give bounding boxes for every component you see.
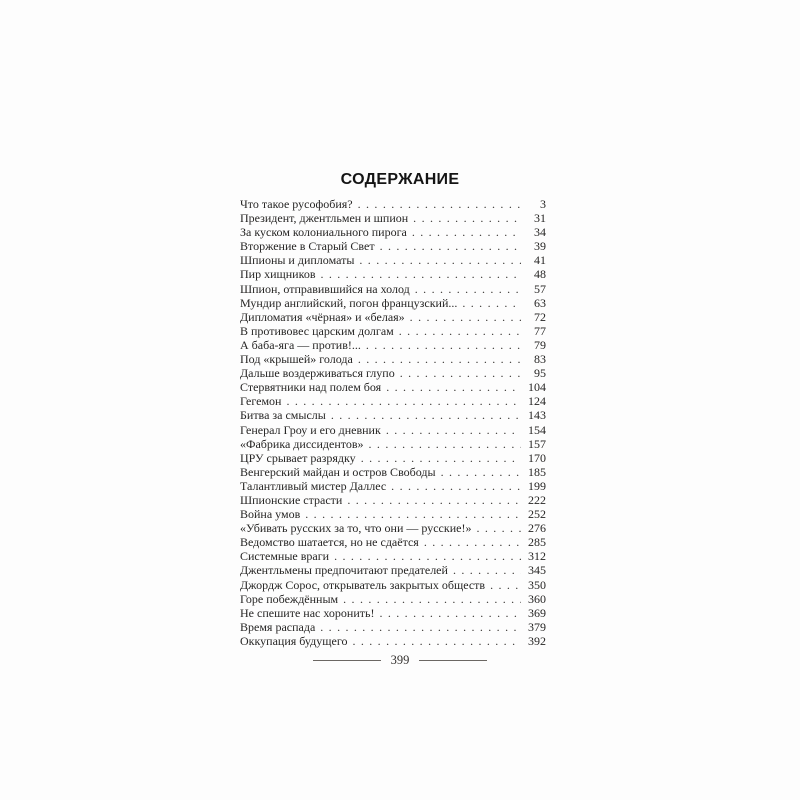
toc-entry-page: 79 [534,337,546,352]
toc-entry-title: Битва за смыслы [240,408,326,423]
toc-entry [240,437,546,451]
toc-entry-page: 369 [528,605,546,620]
toc-entry-title: Вторжение в Старый Свет [240,239,375,254]
toc-entry-page: 185 [528,464,546,479]
toc-leader-dots [352,634,521,648]
toc-leader-dots [424,535,521,549]
toc-leader-dots [359,253,521,267]
toc-entry [240,296,546,310]
toc-entry-title: ЦРУ срывает разрядку [240,450,356,465]
toc-entry [240,324,546,338]
toc-entry-title: Генерал Гроу и его дневник [240,422,381,437]
toc-entry [240,197,546,211]
toc-entry-title: Президент, джентльмен и шпион [240,211,409,226]
toc-leader-dots [391,479,521,493]
toc-entry [240,521,546,535]
toc-leader-dots [347,493,521,507]
toc-leader-dots [361,451,521,465]
toc-entry-title: Стервятники над полем боя [240,380,382,395]
toc-leader-dots [415,282,521,296]
toc-entry-title: Ведомство шатается, но не сдаётся [240,535,419,550]
toc-entry-title: Дипломатия «чёрная» и «белая» [240,309,405,324]
toc-leader-dots [320,620,521,634]
footer-left-rule [313,660,381,661]
toc-entry-page: 285 [528,535,546,550]
toc-entry [240,592,546,606]
toc-entry-page: 154 [528,422,546,437]
toc-leader-dots [358,352,521,366]
toc-entry-page: 95 [534,366,546,381]
toc-list [240,197,546,648]
toc-entry-title: «Убивать русских за то, что они — русские!» [240,521,472,536]
toc-entry-page: 345 [528,563,546,578]
toc-entry-page: 39 [534,239,546,254]
toc-entry-page: 199 [528,478,546,493]
toc-entry [240,366,546,380]
toc-entry-title: Война умов [240,507,301,522]
toc-entry-page: 143 [528,408,546,423]
toc-leader-dots [441,465,521,479]
toc-entry-page: 157 [528,436,546,451]
toc-entry [240,380,546,394]
toc-entry-title: Оккупация будущего [240,633,348,648]
toc-entry-title: Что такое русофобия? [240,197,353,211]
toc-entry-title: Не спешите нас хоронить! [240,605,375,620]
toc-entry-page: 31 [534,211,546,226]
toc-entry-title: Время распада [240,619,316,634]
toc-entry [240,352,546,366]
toc-entry-page: 360 [528,591,546,606]
toc-leader-dots [334,549,521,563]
toc-entry-title: В противовес царским долгам [240,323,394,338]
toc-entry [240,451,546,465]
toc-entry [240,606,546,620]
toc-entry-page: 83 [534,352,546,367]
toc-entry-page: 63 [534,295,546,310]
toc-entry-title: Системные враги [240,549,330,564]
toc-entry-page: 57 [534,281,546,296]
toc-leader-dots [399,324,521,338]
toc-entry [240,563,546,577]
toc-leader-dots [379,606,521,620]
toc-leader-dots [400,366,521,380]
toc-leader-dots [366,338,521,352]
toc-entry-page: 312 [528,549,546,564]
toc-entry-page: 170 [528,450,546,465]
toc-entry-title: Гегемон [240,394,282,409]
toc-entry-page: 379 [528,619,546,634]
toc-leader-dots [386,423,521,437]
toc-entry [240,578,546,592]
toc-entry [240,620,546,634]
toc-entry-title: Шпионы и дипломаты [240,253,355,268]
toc-leader-dots [386,380,521,394]
toc-entry-page: 48 [534,267,546,282]
toc-leader-dots [413,211,521,225]
toc-entry [240,282,546,296]
toc-leader-dots [412,225,521,239]
toc-entry [240,267,546,281]
footer-page-number: 399 [390,653,410,667]
toc-entry-title: Пир хищников [240,267,316,282]
toc-entry-page: 124 [528,394,546,409]
toc-entry [240,549,546,563]
toc-entry-page: 104 [528,380,546,395]
toc-entry-title: Мундир английский, погон французский... [240,295,458,310]
toc-leader-dots [476,521,521,535]
toc-entry [240,507,546,521]
toc-entry-page: 276 [528,521,546,536]
toc-entry [240,408,546,422]
toc-entry-title: Джентльмены предпочитают предателей [240,563,448,578]
toc-entry-page: 252 [528,507,546,522]
toc-entry-page: 77 [534,323,546,338]
toc-entry [240,493,546,507]
toc-entry [240,423,546,437]
toc-entry [240,338,546,352]
toc-leader-dots [410,310,521,324]
toc-leader-dots [331,408,521,422]
toc-leader-dots [380,239,521,253]
toc-entry [240,394,546,408]
toc-entry-title: «Фабрика диссидентов» [240,436,364,451]
toc-entry-page: 34 [534,225,546,240]
page-title: СОДЕРЖАНИЕ [340,171,460,188]
toc-entry-title: Под «крышей» голода [240,352,353,367]
toc-leader-dots [369,437,521,451]
page-footer [0,653,800,668]
toc-leader-dots [305,507,521,521]
toc-entry [240,465,546,479]
toc-entry [240,535,546,549]
toc-entry [240,310,546,324]
toc-entry-title: Талантливый мистер Даллес [240,478,387,493]
toc-entry [240,239,546,253]
toc-entry-title: Горе побеждённым [240,591,339,606]
toc-entry-title: За куском колониального пирога [240,225,407,240]
toc-entry-page: 350 [528,577,546,592]
toc-leader-dots [358,197,521,211]
toc-entry-page: 222 [528,492,546,507]
toc-entry-title: Шпион, отправившийся на холод [240,281,410,296]
toc-leader-dots [462,296,521,310]
toc-entry-page: 392 [528,633,546,648]
toc-leader-dots [320,267,521,281]
toc-entry-title: А баба-яга — против!... [240,337,361,352]
toc-entry [240,225,546,239]
toc-entry [240,634,546,648]
toc-entry [240,253,546,267]
footer-right-rule [419,660,487,661]
toc-entry-page: 41 [534,253,546,268]
toc-entry-title: Шпионские страсти [240,492,343,507]
toc-entry-title: Джордж Сорос, открыватель закрытых обществ [240,577,486,592]
toc-entry-title: Венгерский майдан и остров Свободы [240,464,436,479]
toc-leader-dots [286,394,521,408]
toc-entry-page: 3 [540,197,546,211]
toc-entry [240,211,546,225]
toc-leader-dots [453,563,521,577]
toc-entry-page: 72 [534,309,546,324]
toc-entry-title: Дальше воздерживаться глупо [240,366,395,381]
toc-leader-dots [490,578,521,592]
toc-entry [240,479,546,493]
toc-leader-dots [343,592,521,606]
